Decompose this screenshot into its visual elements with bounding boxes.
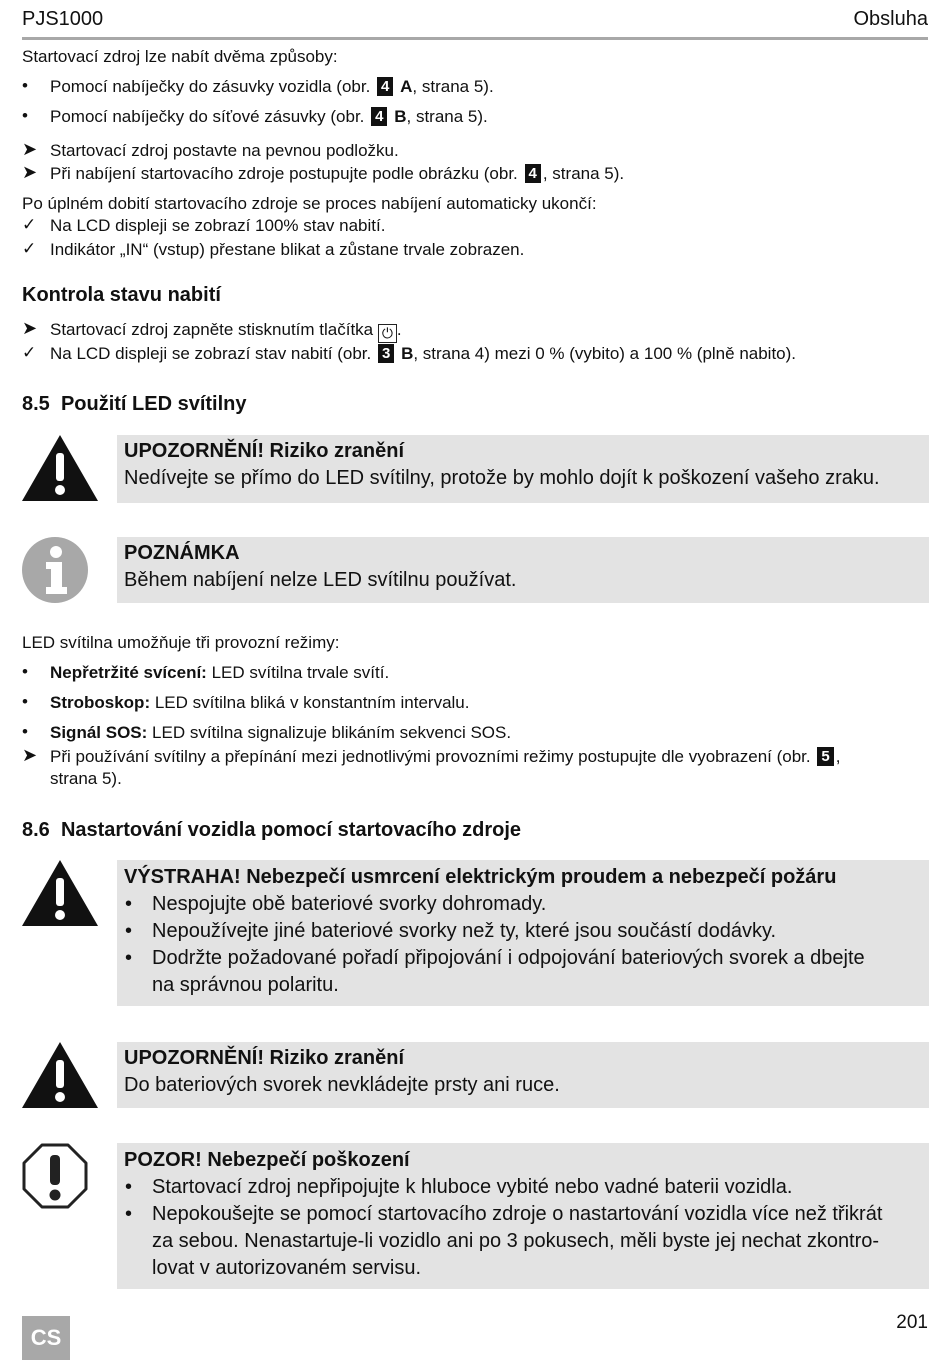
warning-triangle-icon — [22, 860, 98, 926]
danger-box — [117, 860, 929, 1006]
note-box — [117, 537, 929, 603]
bullet: • — [125, 1176, 133, 1198]
figure-ref: 4 — [525, 164, 541, 183]
bullet: • — [22, 692, 28, 711]
led-mode-item: Stroboskop: LED svítilna bliká v konstantním intervalu. — [50, 693, 470, 712]
bullet: • — [22, 662, 28, 681]
led-mode-item: Nepřetržité svícení: LED svítilna trvale svítí. — [50, 663, 390, 682]
note-text: Během nabíjení nelze LED svítilnu používat. — [124, 569, 517, 591]
bullet: • — [125, 947, 133, 969]
arrow-icon: ➤ — [22, 139, 38, 159]
caution-title: POZOR! Nebezpečí poškození — [124, 1149, 410, 1171]
warning-triangle-icon — [22, 1042, 98, 1108]
list-item-text: Pomocí nabíječky do síťové zásuvky (obr. 4 B, strana 5). — [50, 107, 488, 126]
warning-triangle-icon — [22, 435, 98, 501]
doc-model: PJS1000 — [22, 8, 104, 30]
check-icon: ✓ — [22, 343, 37, 362]
arrow-icon: ➤ — [22, 162, 38, 182]
doc-section: Obsluha — [853, 8, 928, 30]
section-heading-8-5: 8.5 Použití LED svítilny — [22, 393, 247, 415]
figure-ref: 4 — [377, 77, 393, 96]
info-icon — [22, 537, 88, 603]
intro-text: Startovací zdroj lze nabít dvěma způsoby: — [22, 47, 338, 66]
step-text: Při používání svítilny a přepínání mezi jednotlivými provozními režimy postupujte dle vyobrazení (obr. 5 , — [50, 747, 841, 766]
bullet: • — [22, 722, 28, 741]
arrow-icon: ➤ — [22, 318, 38, 338]
result-text: Na LCD displeji se zobrazí stav nabití (obr. 3 B, strana 4) mezi 0 % (vybito) a 100 % (plně nabito). — [50, 344, 797, 363]
figure-ref: 5 — [817, 747, 833, 766]
page-number: 201 — [896, 1312, 928, 1333]
warning-text: Nedívejte se přímo do LED svítilny, protože by mohlo dojít k poškození vašeho zraku. — [124, 467, 880, 489]
figure-ref: 3 — [378, 344, 394, 363]
bullet: • — [22, 76, 28, 95]
led-intro: LED svítilna umožňuje tři provozní režimy: — [22, 633, 340, 652]
figure-ref: 4 — [371, 107, 387, 126]
danger-item: Nepoužívejte jiné bateriové svorky než ty, které jsou součástí dodávky. — [152, 920, 777, 942]
warning-box — [117, 435, 929, 503]
danger-item: Nespojujte obě bateriové svorky dohromady. — [152, 893, 547, 915]
check-icon: ✓ — [22, 215, 37, 234]
caution-item-cont: lovat v autorizovaném servisu. — [152, 1257, 422, 1279]
caution-box — [117, 1143, 929, 1289]
caution-item: Nepokoušejte se pomocí startovacího zdroje o nastartování vozidla více než třikrát — [152, 1203, 883, 1225]
check-icon: ✓ — [22, 239, 37, 258]
led-mode-item: Signál SOS: LED svítilna signalizuje blikáním sekvenci SOS. — [50, 723, 512, 742]
section-heading: Kontrola stavu nabití — [22, 284, 221, 306]
language-badge: CS — [22, 1316, 70, 1360]
result-text: Indikátor „IN“ (vstup) přestane blikat a zůstane trvale zobrazen. — [50, 240, 525, 259]
caution-item-cont: za sebou. Nenastartuje-li vozidlo ani po 3 pokusech, měli byste jej nechat zkontro- — [152, 1230, 880, 1252]
danger-item-cont: na správnou polaritu. — [152, 974, 339, 996]
bullet: • — [125, 1203, 133, 1225]
note-title: POZNÁMKA — [124, 542, 240, 564]
step-text: Startovací zdroj postavte na pevnou podložku. — [50, 141, 399, 160]
step-text: Startovací zdroj zapněte stisknutím tlačítka ⏻ . — [50, 320, 402, 341]
section-heading-8-6: 8.6 Nastartování vozidla pomocí startovacího zdroje — [22, 819, 522, 841]
bullet: • — [125, 893, 133, 915]
danger-title: VÝSTRAHA! Nebezpečí usmrcení elektrickým proudem a nebezpečí požáru — [124, 866, 837, 888]
warning-box — [117, 1042, 929, 1108]
step-text-cont: strana 5). — [50, 769, 122, 788]
warning-title: UPOZORNĚNÍ! Riziko zranění — [124, 440, 405, 462]
full-charge-intro: Po úplném dobití startovacího zdroje se proces nabíjení automaticky ukončí: — [22, 194, 597, 213]
result-text: Na LCD displeji se zobrazí 100% stav nabití. — [50, 216, 386, 235]
warning-title: UPOZORNĚNÍ! Riziko zranění — [124, 1047, 405, 1069]
header-rule — [22, 37, 928, 40]
arrow-icon: ➤ — [22, 745, 38, 765]
list-item-text: Pomocí nabíječky do zásuvky vozidla (obr. 4 A, strana 5). — [50, 77, 494, 96]
bullet: • — [125, 920, 133, 942]
warning-text: Do bateriových svorek nevkládejte prsty ani ruce. — [124, 1074, 560, 1096]
caution-octagon-icon — [22, 1143, 88, 1209]
step-text: Při nabíjení startovacího zdroje postupujte podle obrázku (obr. 4 , strana 5). — [50, 164, 625, 183]
power-button-icon: ⏻ — [378, 324, 397, 343]
danger-item: Dodržte požadované pořadí připojování i odpojování bateriových svorek a dbejte — [152, 947, 865, 969]
bullet: • — [22, 106, 28, 125]
caution-item: Startovací zdroj nepřipojujte k hluboce vybité nebo vadné baterii vozidla. — [152, 1176, 793, 1198]
